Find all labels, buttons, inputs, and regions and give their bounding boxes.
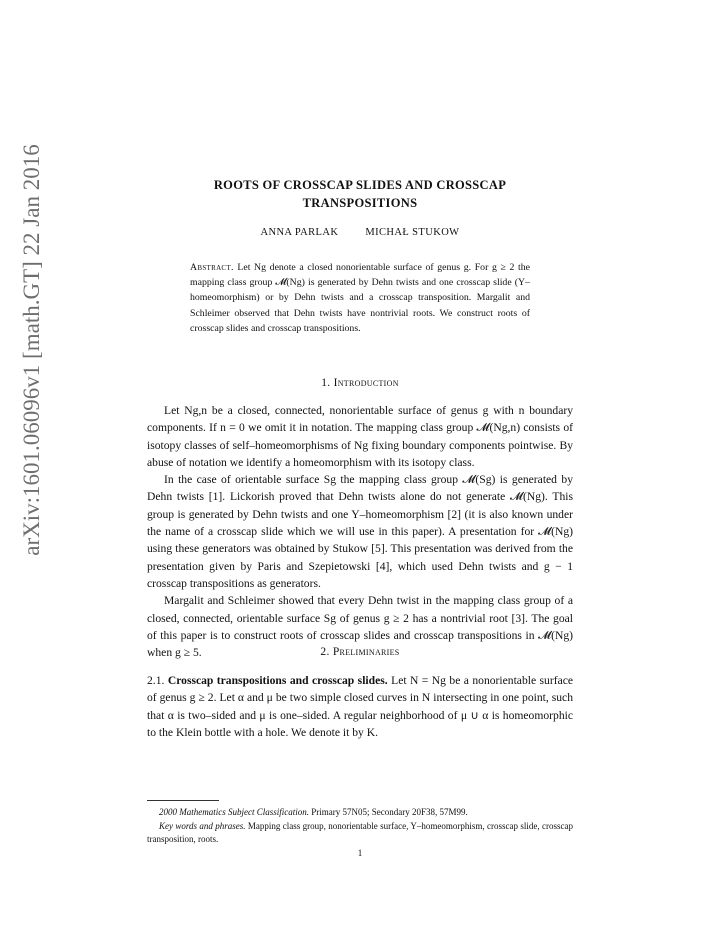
section-1-heading: 1. Introduction [321, 377, 399, 389]
paper-title [147, 176, 573, 212]
authors [147, 227, 573, 238]
footnote-msc-label: 2000 Mathematics Subject Classification. [159, 807, 309, 817]
footnote-keywords-label: Key words and phrases. [159, 821, 246, 831]
preliminaries-body [147, 672, 573, 741]
author-2: MICHAŁ STUKOW [365, 227, 460, 238]
intro-paragraph-3: Margalit and Schleimer showed that every Dehn twist in the mapping class group of a closed, connected, orientable surface Sg of genus g ≥ 2 has a nontrivial root [3]. The goal of this paper is to construct roots of crosscap slides and crosscap transpositions in 𝓜(Ng) when g ≥ 5. [147, 594, 573, 660]
subsection-number: 2.1. [147, 674, 165, 687]
subsection-title: Crosscap transpositions and crosscap slides. [167, 674, 388, 687]
footnote-keywords [147, 820, 573, 846]
abstract-text: Let Ng denote a closed nonorientable surface of genus g. For g ≥ 2 the mapping class group 𝓜(Ng) is generated by Dehn twists and one crosscap slide (Y–homeomorphism) or by Dehn twists and a crosscap transposition. Margalit and Schleimer observed that Dehn twists have nontrivial roots. We construct roots of crosscap slides and crosscap transpositions. [190, 262, 530, 334]
subsection-2-1 [147, 672, 573, 741]
footnote-msc [147, 806, 573, 819]
footnote-keywords-text: Mapping class group, nonorientable surface, Y–homeomorphism, crosscap slide, crosscap transposition, roots. [147, 821, 573, 844]
footnote-rule [147, 800, 219, 801]
abstract-label: Abstract. [190, 262, 234, 273]
intro-paragraph-1: Let Ng,n be a closed, connected, nonorientable surface of genus g with n boundary components. If n = 0 we omit it in notation. The mapping class group 𝓜(Ng,n) consists of isotopy classes of self–homeomorphisms of Ng fixing boundary components pointwise. By abuse of notation we identify a homeomorphism with its isotopy class. [147, 404, 573, 469]
intro-paragraph-2: In the case of orientable surface Sg the mapping class group 𝓜(Sg) is generated by Dehn twists [1]. Lickorish proved that Dehn twists alone do not generate 𝓜(Ng). This group is generated by Dehn twists and one Y–homeomorphism [2] (it is also known under the name of a crosscap slide which we will use in this paper). A presentation for 𝓜(Ng) using these generators was obtained by Stukow [5]. This presentation was derived from the presentation given by Paris and Szepietowski [4], which used Dehn twists and g − 1 crosscap transpositions as generators. [147, 473, 573, 590]
arxiv-stamp: arXiv:1601.06096v1 [math.GT] 22 Jan 2016 [19, 144, 44, 556]
author-1: ANNA PARLAK [260, 227, 339, 238]
introduction-body [147, 402, 573, 661]
footnote-msc-text: Primary 57N05; Secondary 20F38, 57M99. [311, 807, 468, 817]
section-2-heading: 2. Preliminaries [320, 646, 400, 658]
abstract [190, 260, 530, 336]
page-number: 1 [357, 848, 363, 858]
subsection-text: Let N = Ng be a nonorientable surface of genus g ≥ 2. Let α and μ be two simple closed curves in N intersecting in one point, such that α is two–sided and μ is one–sided. A regular neighborhood of μ ∪ α is homeomorphic to the Klein bottle with a hole. We denote it by K. [147, 674, 574, 739]
title-line-2: TRANSPOSITIONS [302, 196, 418, 210]
title-line-1: ROOTS OF CROSSCAP SLIDES AND CROSSCAP [213, 178, 507, 192]
